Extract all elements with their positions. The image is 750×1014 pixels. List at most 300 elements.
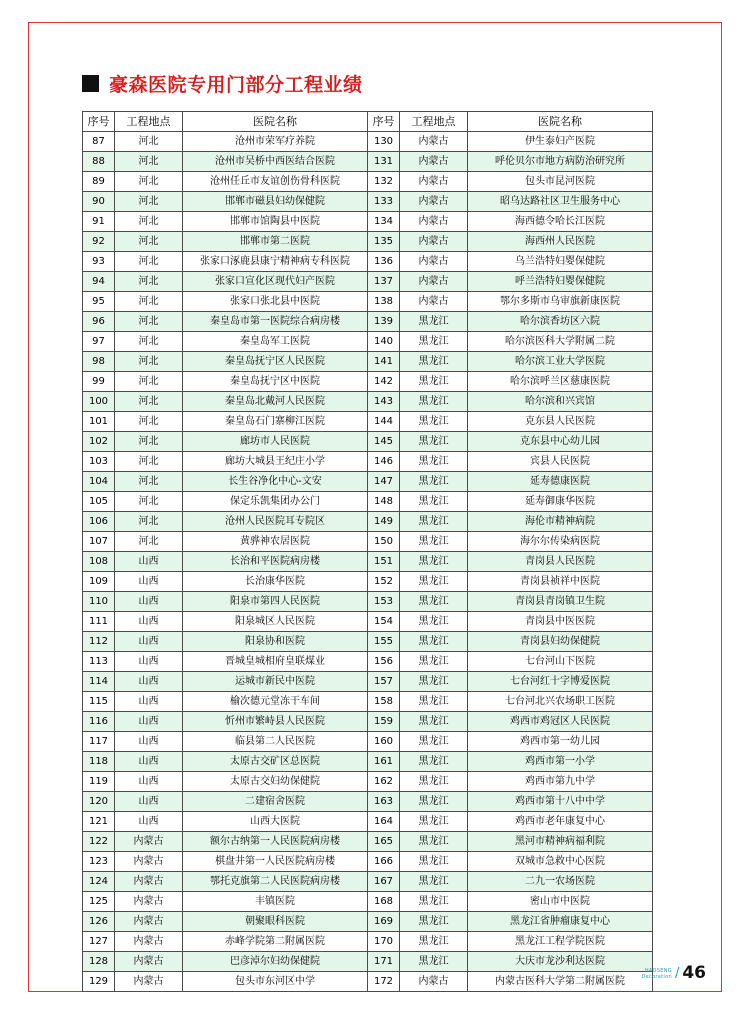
cell-hospital-left: 邯郸市第二医院: [183, 232, 368, 252]
cell-seq-right: 135: [368, 232, 400, 252]
cell-location-left: 河北: [115, 212, 183, 232]
cell-seq-right: 140: [368, 332, 400, 352]
table-row: [83, 212, 653, 232]
cell-location-right: 黑龙江: [400, 532, 468, 552]
cell-seq-left: 108: [83, 552, 115, 572]
cell-location-left: 山西: [115, 792, 183, 812]
table-row: [83, 232, 653, 252]
cell-location-left: 河北: [115, 252, 183, 272]
cell-location-right: 黑龙江: [400, 472, 468, 492]
cell-location-right: 黑龙江: [400, 592, 468, 612]
cell-location-right: 内蒙古: [400, 272, 468, 292]
cell-hospital-right: 黑龙江工程学院医院: [468, 932, 653, 952]
table-row: [83, 852, 653, 872]
cell-hospital-right: 大庆市龙沙利达医院: [468, 952, 653, 972]
cell-hospital-right: 鄂尔多斯市乌审旗新康医院: [468, 292, 653, 312]
cell-hospital-right: 包头市昆河医院: [468, 172, 653, 192]
cell-seq-left: 118: [83, 752, 115, 772]
cell-location-right: 黑龙江: [400, 452, 468, 472]
cell-location-left: 河北: [115, 132, 183, 152]
cell-hospital-right: 哈尔滨香坊区六院: [468, 312, 653, 332]
cell-hospital-right: 鸡西市老年康复中心: [468, 812, 653, 832]
cell-hospital-left: 临县第二人民医院: [183, 732, 368, 752]
cell-hospital-right: 双城市急救中心医院: [468, 852, 653, 872]
cell-location-right: 黑龙江: [400, 492, 468, 512]
cell-seq-right: 168: [368, 892, 400, 912]
table-row: [83, 592, 653, 612]
cell-location-right: 内蒙古: [400, 212, 468, 232]
table-row: [83, 272, 653, 292]
page-title-row: [60, 70, 690, 97]
table-row: [83, 412, 653, 432]
cell-hospital-right: 鸡西市第一小学: [468, 752, 653, 772]
cell-location-left: 河北: [115, 432, 183, 452]
cell-location-left: 山西: [115, 752, 183, 772]
cell-hospital-right: 青岗县青岗镇卫生院: [468, 592, 653, 612]
page-footer: [641, 963, 707, 983]
cell-hospital-left: 沧州市荣军疗养院: [183, 132, 368, 152]
cell-location-right: 内蒙古: [400, 292, 468, 312]
cell-hospital-left: 太原古交妇幼保健院: [183, 772, 368, 792]
cell-seq-left: 124: [83, 872, 115, 892]
table-row: [83, 332, 653, 352]
table-row: [83, 352, 653, 372]
cell-hospital-left: 沧州任丘市友谊创伤骨科医院: [183, 172, 368, 192]
cell-hospital-left: 阳泉市第四人民医院: [183, 592, 368, 612]
cell-seq-left: 107: [83, 532, 115, 552]
cell-hospital-right: 七台河山下医院: [468, 652, 653, 672]
cell-location-right: 内蒙古: [400, 972, 468, 992]
cell-hospital-right: 密山市中医院: [468, 892, 653, 912]
cell-hospital-right: 二九一农场医院: [468, 872, 653, 892]
cell-location-right: 黑龙江: [400, 912, 468, 932]
cell-location-right: 黑龙江: [400, 772, 468, 792]
cell-hospital-right: 哈尔滨医科大学附属二院: [468, 332, 653, 352]
cell-hospital-left: 巴彦淖尔妇幼保健院: [183, 952, 368, 972]
cell-hospital-left: 秦皇岛市第一医院综合病房楼: [183, 312, 368, 332]
cell-seq-left: 111: [83, 612, 115, 632]
cell-hospital-left: 秦皇岛抚宁区人民医院: [183, 352, 368, 372]
cell-location-right: 黑龙江: [400, 952, 468, 972]
cell-seq-right: 163: [368, 792, 400, 812]
cell-location-left: 山西: [115, 672, 183, 692]
table-row: [83, 292, 653, 312]
cell-seq-right: 131: [368, 152, 400, 172]
cell-hospital-left: 鄂托克旗第二人民医院病房楼: [183, 872, 368, 892]
cell-location-left: 山西: [115, 552, 183, 572]
cell-location-left: 山西: [115, 812, 183, 832]
table-row: [83, 772, 653, 792]
cell-location-left: 内蒙古: [115, 972, 183, 992]
cell-seq-right: 151: [368, 552, 400, 572]
cell-location-right: 黑龙江: [400, 732, 468, 752]
cell-seq-right: 139: [368, 312, 400, 332]
table-row: [83, 512, 653, 532]
cell-hospital-left: 棋盘井第一人民医院病房楼: [183, 852, 368, 872]
table-row: [83, 692, 653, 712]
cell-hospital-left: 阳泉城区人民医院: [183, 612, 368, 632]
cell-hospital-left: 晋城皇城相府皇联煤业: [183, 652, 368, 672]
footer-brand-line1: HAOSENG: [644, 968, 672, 974]
cell-location-right: 黑龙江: [400, 872, 468, 892]
cell-location-right: 黑龙江: [400, 792, 468, 812]
cell-location-right: 黑龙江: [400, 652, 468, 672]
cell-location-right: 黑龙江: [400, 812, 468, 832]
cell-seq-left: 106: [83, 512, 115, 532]
cell-seq-right: 130: [368, 132, 400, 152]
cell-hospital-right: 黑河市精神病福利院: [468, 832, 653, 852]
cell-location-left: 山西: [115, 592, 183, 612]
cell-location-left: 山西: [115, 652, 183, 672]
cell-location-right: 内蒙古: [400, 152, 468, 172]
cell-location-left: 内蒙古: [115, 892, 183, 912]
table-row: [83, 492, 653, 512]
cell-seq-left: 104: [83, 472, 115, 492]
cell-seq-left: 91: [83, 212, 115, 232]
table-row: [83, 612, 653, 632]
cell-location-left: 河北: [115, 372, 183, 392]
cell-hospital-right: 内蒙古医科大学第二附属医院: [468, 972, 653, 992]
cell-seq-left: 113: [83, 652, 115, 672]
cell-hospital-left: 廊坊市人民医院: [183, 432, 368, 452]
table-row: [83, 872, 653, 892]
cell-location-right: 黑龙江: [400, 852, 468, 872]
footer-slash: /: [674, 966, 680, 981]
table-row: [83, 432, 653, 452]
cell-hospital-right: 鸡西市鸡冠区人民医院: [468, 712, 653, 732]
table-row: [83, 792, 653, 812]
cell-seq-left: 126: [83, 912, 115, 932]
footer-brand-mark: [642, 968, 672, 980]
cell-hospital-right: 青岗县妇幼保健院: [468, 632, 653, 652]
cell-hospital-right: 鸡西市第一幼儿园: [468, 732, 653, 752]
table-row: [83, 452, 653, 472]
cell-seq-left: 122: [83, 832, 115, 852]
cell-seq-right: 137: [368, 272, 400, 292]
cell-seq-right: 165: [368, 832, 400, 852]
cell-location-left: 山西: [115, 712, 183, 732]
table-row: [83, 152, 653, 172]
cell-location-left: 河北: [115, 312, 183, 332]
cell-seq-left: 103: [83, 452, 115, 472]
cell-seq-right: 171: [368, 952, 400, 972]
cell-hospital-right: 宾县人民医院: [468, 452, 653, 472]
table-row: [83, 472, 653, 492]
cell-seq-left: 110: [83, 592, 115, 612]
cell-hospital-left: 阳泉协和医院: [183, 632, 368, 652]
table-row: [83, 892, 653, 912]
cell-hospital-right: 七台河北兴农场职工医院: [468, 692, 653, 712]
cell-hospital-left: 张家口涿鹿县康宁精神病专科医院: [183, 252, 368, 272]
cell-location-right: 黑龙江: [400, 552, 468, 572]
cell-seq-right: 144: [368, 412, 400, 432]
table-row: [83, 672, 653, 692]
cell-seq-right: 156: [368, 652, 400, 672]
cell-seq-right: 143: [368, 392, 400, 412]
cell-hospital-left: 廊坊大城县王纪庄小学: [183, 452, 368, 472]
table-row: [83, 812, 653, 832]
cell-hospital-left: 长生谷净化中心-文安: [183, 472, 368, 492]
cell-hospital-left: 山西大医院: [183, 812, 368, 832]
cell-seq-left: 89: [83, 172, 115, 192]
cell-location-left: 山西: [115, 612, 183, 632]
table-row: [83, 632, 653, 652]
cell-seq-left: 93: [83, 252, 115, 272]
cell-seq-left: 128: [83, 952, 115, 972]
cell-seq-left: 96: [83, 312, 115, 332]
cell-hospital-right: 青岗县人民医院: [468, 552, 653, 572]
table-row: [83, 532, 653, 552]
cell-hospital-right: 七台河红十字博爱医院: [468, 672, 653, 692]
cell-hospital-right: 青岗县祯祥中医院: [468, 572, 653, 592]
cell-location-left: 河北: [115, 152, 183, 172]
cell-seq-left: 109: [83, 572, 115, 592]
cell-hospital-left: 长治康华医院: [183, 572, 368, 592]
cell-location-right: 黑龙江: [400, 892, 468, 912]
cell-seq-left: 115: [83, 692, 115, 712]
cell-hospital-left: 沧州人民医院耳专院区: [183, 512, 368, 532]
cell-seq-left: 112: [83, 632, 115, 652]
cell-seq-left: 120: [83, 792, 115, 812]
cell-hospital-left: 邯郸市磁县妇幼保健院: [183, 192, 368, 212]
cell-seq-right: 170: [368, 932, 400, 952]
cell-seq-left: 102: [83, 432, 115, 452]
column-header-hospital-right: 医院名称: [468, 112, 653, 132]
cell-seq-right: 146: [368, 452, 400, 472]
cell-seq-right: 159: [368, 712, 400, 732]
cell-hospital-left: 秦皇岛军工医院: [183, 332, 368, 352]
cell-seq-right: 167: [368, 872, 400, 892]
cell-location-left: 山西: [115, 632, 183, 652]
cell-location-right: 黑龙江: [400, 612, 468, 632]
cell-location-right: 黑龙江: [400, 352, 468, 372]
cell-seq-right: 136: [368, 252, 400, 272]
cell-location-right: 黑龙江: [400, 332, 468, 352]
cell-seq-right: 149: [368, 512, 400, 532]
cell-location-right: 内蒙古: [400, 172, 468, 192]
cell-location-left: 河北: [115, 392, 183, 412]
cell-seq-right: 138: [368, 292, 400, 312]
cell-location-right: 内蒙古: [400, 132, 468, 152]
cell-hospital-left: 秦皇岛石门寨柳江医院: [183, 412, 368, 432]
table-header: [83, 112, 653, 132]
cell-location-right: 黑龙江: [400, 832, 468, 852]
table-row: [83, 732, 653, 752]
cell-seq-right: 172: [368, 972, 400, 992]
cell-location-right: 黑龙江: [400, 752, 468, 772]
table-row: [83, 752, 653, 772]
column-header-hospital-left: 医院名称: [183, 112, 368, 132]
cell-hospital-right: 伊生泰妇产医院: [468, 132, 653, 152]
cell-seq-right: 148: [368, 492, 400, 512]
cell-seq-right: 145: [368, 432, 400, 452]
cell-seq-right: 166: [368, 852, 400, 872]
cell-hospital-left: 保定乐凯集团办公门: [183, 492, 368, 512]
cell-location-left: 内蒙古: [115, 872, 183, 892]
cell-hospital-left: 秦皇岛北戴河人民医院: [183, 392, 368, 412]
cell-seq-left: 95: [83, 292, 115, 312]
table-header-row: [83, 112, 653, 132]
column-header-seq-left: 序号: [83, 112, 115, 132]
table-row: [83, 912, 653, 932]
table-row: [83, 372, 653, 392]
cell-location-right: 黑龙江: [400, 432, 468, 452]
cell-hospital-left: 张家口宣化区现代妇产医院: [183, 272, 368, 292]
cell-seq-right: 153: [368, 592, 400, 612]
cell-hospital-right: 延寿德康医院: [468, 472, 653, 492]
cell-seq-left: 87: [83, 132, 115, 152]
cell-hospital-right: 海西州人民医院: [468, 232, 653, 252]
column-header-seq-right: 序号: [368, 112, 400, 132]
cell-location-right: 黑龙江: [400, 712, 468, 732]
cell-seq-left: 101: [83, 412, 115, 432]
cell-hospital-left: 丰镇医院: [183, 892, 368, 912]
cell-hospital-right: 海尔尔传染病医院: [468, 532, 653, 552]
table-row: [83, 972, 653, 992]
performance-table: [82, 111, 653, 992]
cell-location-left: 河北: [115, 352, 183, 372]
cell-hospital-left: 赤峰学院第二附属医院: [183, 932, 368, 952]
cell-hospital-right: 延寿御康华医院: [468, 492, 653, 512]
cell-seq-left: 94: [83, 272, 115, 292]
table-row: [83, 192, 653, 212]
cell-seq-left: 125: [83, 892, 115, 912]
cell-seq-left: 121: [83, 812, 115, 832]
table-row: [83, 832, 653, 852]
cell-hospital-left: 榆次德元堂冻干车间: [183, 692, 368, 712]
column-header-location-right: 工程地点: [400, 112, 468, 132]
page-content: [60, 70, 690, 992]
cell-hospital-right: 青岗县中医医院: [468, 612, 653, 632]
cell-location-left: 内蒙古: [115, 852, 183, 872]
cell-hospital-left: 二建宿舍医院: [183, 792, 368, 812]
cell-hospital-right: 哈尔滨工业大学医院: [468, 352, 653, 372]
cell-hospital-right: 克东县人民医院: [468, 412, 653, 432]
cell-seq-right: 133: [368, 192, 400, 212]
cell-hospital-left: 运城市新民中医院: [183, 672, 368, 692]
table-row: [83, 132, 653, 152]
cell-location-left: 内蒙古: [115, 952, 183, 972]
cell-location-right: 黑龙江: [400, 692, 468, 712]
cell-hospital-right: 呼伦贝尔市地方病防治研究所: [468, 152, 653, 172]
cell-seq-right: 161: [368, 752, 400, 772]
cell-seq-right: 162: [368, 772, 400, 792]
cell-location-left: 山西: [115, 772, 183, 792]
cell-hospital-left: 秦皇岛抚宁区中医院: [183, 372, 368, 392]
cell-hospital-left: 黄骅神农居医院: [183, 532, 368, 552]
table-row: [83, 392, 653, 412]
table-row: [83, 552, 653, 572]
cell-hospital-left: 长治和平医院病房楼: [183, 552, 368, 572]
cell-hospital-right: 哈尔滨呼兰区慈康医院: [468, 372, 653, 392]
cell-seq-right: 150: [368, 532, 400, 552]
cell-hospital-right: 黑龙江省肿瘤康复中心: [468, 912, 653, 932]
cell-seq-right: 158: [368, 692, 400, 712]
table-row: [83, 952, 653, 972]
cell-seq-left: 97: [83, 332, 115, 352]
cell-seq-left: 119: [83, 772, 115, 792]
cell-location-left: 河北: [115, 332, 183, 352]
page-number: 46: [682, 963, 706, 983]
cell-seq-left: 127: [83, 932, 115, 952]
cell-hospital-right: 鸡西市第九中学: [468, 772, 653, 792]
cell-location-right: 黑龙江: [400, 372, 468, 392]
cell-hospital-left: 张家口张北县中医院: [183, 292, 368, 312]
cell-seq-right: 164: [368, 812, 400, 832]
cell-location-right: 黑龙江: [400, 312, 468, 332]
cell-location-left: 河北: [115, 412, 183, 432]
cell-location-left: 河北: [115, 472, 183, 492]
cell-hospital-right: 哈尔滨和兴宾馆: [468, 392, 653, 412]
cell-hospital-right: 鸡西市第十八中中学: [468, 792, 653, 812]
cell-seq-right: 154: [368, 612, 400, 632]
table-row: [83, 712, 653, 732]
column-header-location-left: 工程地点: [115, 112, 183, 132]
cell-seq-left: 123: [83, 852, 115, 872]
cell-seq-left: 105: [83, 492, 115, 512]
cell-seq-right: 132: [368, 172, 400, 192]
cell-location-right: 内蒙古: [400, 232, 468, 252]
cell-hospital-left: 包头市东河区中学: [183, 972, 368, 992]
cell-seq-right: 134: [368, 212, 400, 232]
table-row: [83, 932, 653, 952]
cell-location-left: 河北: [115, 192, 183, 212]
cell-hospital-left: 邯郸市馆陶县中医院: [183, 212, 368, 232]
title-bullet-square: [82, 75, 99, 92]
table-row: [83, 652, 653, 672]
cell-seq-right: 160: [368, 732, 400, 752]
table-row: [83, 572, 653, 592]
cell-location-left: 河北: [115, 292, 183, 312]
cell-seq-left: 99: [83, 372, 115, 392]
cell-location-right: 黑龙江: [400, 392, 468, 412]
cell-seq-right: 155: [368, 632, 400, 652]
cell-location-left: 河北: [115, 452, 183, 472]
cell-location-left: 河北: [115, 232, 183, 252]
cell-seq-right: 142: [368, 372, 400, 392]
cell-hospital-right: 克东县中心幼儿园: [468, 432, 653, 452]
cell-location-left: 山西: [115, 732, 183, 752]
cell-hospital-left: 太原古交矿区总医院: [183, 752, 368, 772]
cell-seq-right: 157: [368, 672, 400, 692]
cell-location-right: 黑龙江: [400, 672, 468, 692]
cell-location-right: 黑龙江: [400, 632, 468, 652]
cell-location-right: 黑龙江: [400, 932, 468, 952]
cell-hospital-left: 忻州市繁峙县人民医院: [183, 712, 368, 732]
cell-seq-left: 88: [83, 152, 115, 172]
cell-location-left: 山西: [115, 572, 183, 592]
cell-seq-right: 169: [368, 912, 400, 932]
table-body: [83, 132, 653, 992]
cell-location-left: 内蒙古: [115, 832, 183, 852]
cell-seq-right: 141: [368, 352, 400, 372]
table-row: [83, 312, 653, 332]
cell-seq-left: 114: [83, 672, 115, 692]
cell-location-right: 内蒙古: [400, 252, 468, 272]
cell-location-right: 黑龙江: [400, 572, 468, 592]
table-row: [83, 172, 653, 192]
cell-location-right: 黑龙江: [400, 512, 468, 532]
cell-hospital-right: 乌兰浩特妇婴保健院: [468, 252, 653, 272]
cell-hospital-left: 额尔古纳第一人民医院病房楼: [183, 832, 368, 852]
cell-seq-left: 117: [83, 732, 115, 752]
cell-seq-left: 98: [83, 352, 115, 372]
cell-hospital-right: 海伦市精神病院: [468, 512, 653, 532]
cell-location-right: 黑龙江: [400, 412, 468, 432]
cell-seq-left: 116: [83, 712, 115, 732]
cell-location-left: 河北: [115, 512, 183, 532]
cell-location-left: 河北: [115, 172, 183, 192]
